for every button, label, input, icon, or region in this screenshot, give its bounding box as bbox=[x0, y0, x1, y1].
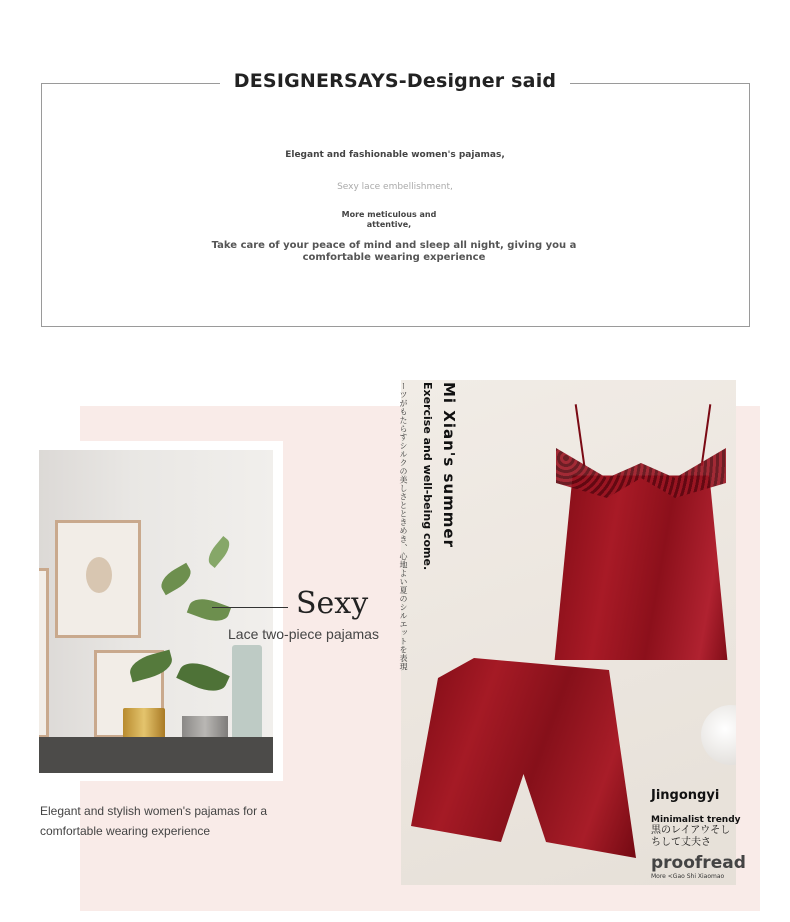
brand-tagline: Minimalist trendy bbox=[651, 815, 741, 825]
vertical-subtitle: Exercise and well-being come. bbox=[421, 382, 434, 571]
vertical-title: Mi Xian's summer bbox=[440, 382, 458, 548]
designer-line-3: More meticulous and attentive, bbox=[341, 210, 437, 229]
designer-title: DESIGNERSAYS-Designer said bbox=[233, 70, 557, 92]
feature-subtitle: Lace two-piece pajamas bbox=[228, 626, 379, 642]
proofread-text: proofread bbox=[651, 853, 746, 873]
art-shape bbox=[86, 557, 112, 593]
brand-japanese-line-2: ちして丈夫さ bbox=[651, 837, 711, 848]
brand-japanese-line-1: 黒のレイアウそし bbox=[651, 825, 731, 836]
wall-frame-edge bbox=[39, 568, 49, 738]
cami-strap-right bbox=[701, 404, 712, 466]
room-photo bbox=[39, 450, 273, 773]
more-text: More <Gao Shi Xiaomao bbox=[651, 873, 725, 880]
designer-title-wrap bbox=[220, 66, 570, 96]
room-floor bbox=[39, 737, 273, 773]
leaf-4 bbox=[176, 656, 230, 698]
cami-strap-left bbox=[575, 404, 586, 466]
leaf-2 bbox=[187, 594, 231, 626]
feature-caption: Elegant and stylish women's pajamas for a comfortable wearing experience bbox=[40, 804, 268, 838]
brand-name: Jingongyi bbox=[651, 788, 720, 803]
sexy-rule bbox=[212, 607, 288, 608]
designer-line-4: Take care of your peace of mind and sleep all night, giving you a comfortable wearing experience bbox=[211, 240, 577, 263]
feature-title: Sexy bbox=[296, 586, 369, 621]
designer-line-1: Elegant and fashionable women's pajamas, bbox=[285, 150, 505, 160]
wall-frame-large bbox=[55, 520, 141, 638]
white-cup bbox=[701, 705, 736, 765]
vertical-japanese-text: ーツがもたらすシルクの美しさとときめき、心地よい夏のシルエットを表現 bbox=[399, 382, 408, 671]
red-shorts bbox=[411, 658, 636, 858]
designer-line-2: Sexy lace embellishment, bbox=[337, 182, 453, 192]
leaf-5 bbox=[204, 536, 234, 568]
designer-box bbox=[41, 83, 750, 327]
brand-block bbox=[651, 788, 751, 880]
leaf-1 bbox=[157, 563, 195, 596]
